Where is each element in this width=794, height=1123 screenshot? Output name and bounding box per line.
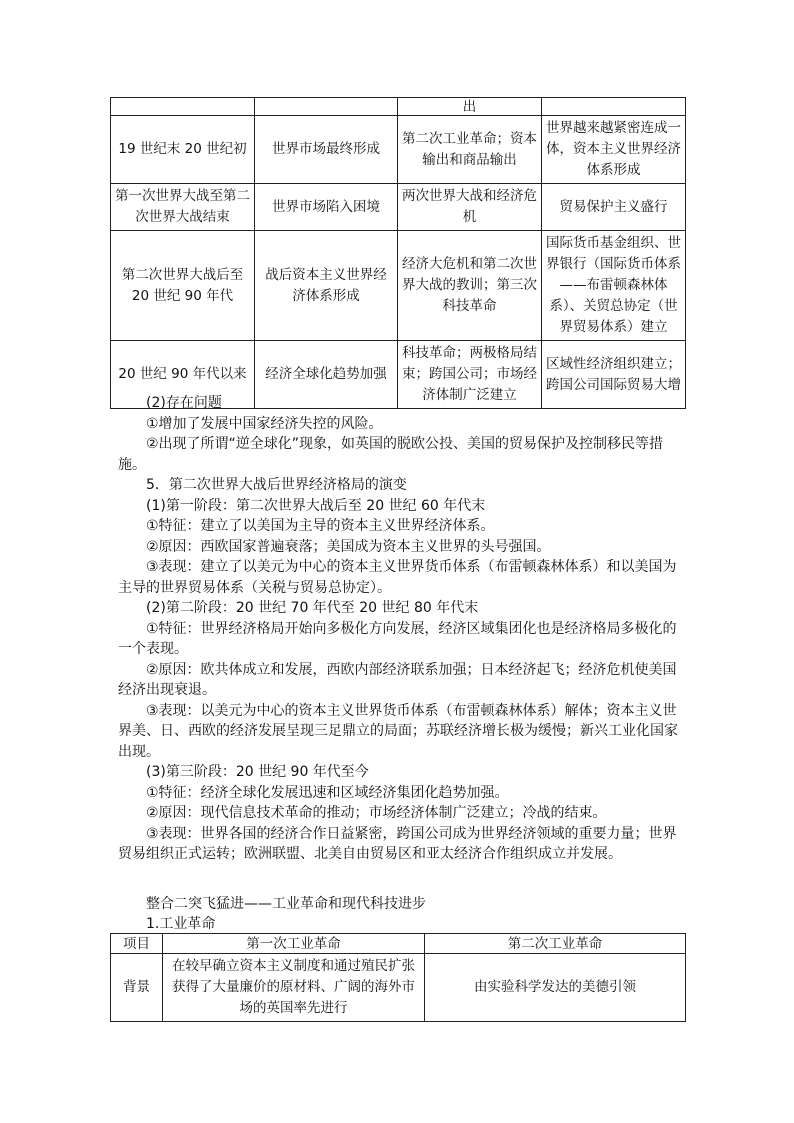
table-cell: 第二次工业革命；资本输出和商品输出 [398, 116, 542, 184]
industrial-revolution-table [110, 933, 686, 1022]
table-header-row [111, 934, 686, 954]
table-cell: 世界越来越紧密连成一体，资本主义世界经济体系形成 [542, 116, 686, 184]
table-cell: 20 世纪 90 年代以来 [111, 341, 255, 409]
paragraph: ③表现：建立了以美元为中心的资本主义世界货币体系（布雷顿森林体系）和以美国为主导的世界贸易体系（关税与贸易总协定）。 [118, 559, 677, 596]
table-cell: 贸易保护主义盛行 [542, 184, 686, 231]
world-market-table [110, 97, 686, 409]
paragraph: ②原因：西欧国家普遍衰落；美国成为资本主义世界的头号强国。 [146, 538, 551, 555]
table-cell: 由实验科学发达的美德引领 [425, 954, 686, 1022]
paragraph: (3)第三阶段：20 世纪 90 年代至今 [146, 764, 369, 780]
table-cell: 国际货币基金组织、世界银行（国际货币体系——布雷顿森林体系）、关贸总协定（世界贸易体系）建立 [542, 231, 686, 341]
paragraph: (2)第二阶段：20 世纪 70 年代至 20 世纪 80 年代末 [146, 600, 479, 616]
table-cell: 19 世纪末 20 世纪初 [111, 116, 255, 184]
section-title: 整合二突飞猛进——工业革命和现代科技进步 [146, 896, 426, 912]
table-cell: 第一次世界大战至第二次世界大战结束 [111, 184, 255, 231]
table-row [111, 954, 686, 1022]
table-cell [255, 98, 398, 116]
table-row [111, 116, 686, 184]
paragraph: ②原因：欧共体成立和发展，西欧内部经济联系加强；日本经济起飞；经济危机使美国经济出现衰退。 [118, 661, 677, 698]
table-cell: 世界市场最终形成 [255, 116, 398, 184]
table-cell: 战后资本主义世界经济体系形成 [255, 231, 398, 341]
table-row [111, 184, 686, 231]
table-cell: 两次世界大战和经济危机 [398, 184, 542, 231]
table-header-cell: 项目 [111, 934, 163, 954]
paragraph: (1)第一阶段：第二次世界大战后至 20 世纪 60 年代末 [146, 497, 486, 514]
paragraph: (2)存在问题 [146, 395, 222, 411]
paragraph: ①特征：世界经济格局开始向多极化方向发展，经济区域集团化也是经济格局多极化的一个表现。 [118, 620, 677, 657]
table-header-cell: 第二次工业革命 [425, 934, 686, 954]
table-cell: 背景 [111, 954, 163, 1022]
table-cell: 经济全球化趋势加强 [255, 341, 398, 409]
table-cell: 科技革命；两极格局结束；跨国公司；市场经济体制广泛建立 [398, 341, 542, 409]
paragraph: ①增加了发展中国家经济失控的风险。 [146, 415, 383, 432]
table-cell: 区域性经济组织建立；跨国公司国际贸易大增 [542, 341, 686, 409]
paragraph: ①特征：建立了以美国为主导的资本主义世界经济体系。 [146, 518, 495, 534]
paragraph: ③表现：世界各国的经济合作日益紧密，跨国公司成为世界经济领域的重要力量；世界贸易组织正式运转；欧洲联盟、北美自由贸易区和亚太经济合作组织成立并发展。 [118, 825, 677, 862]
table-cell: 第二次世界大战后至 20 世纪 90 年代 [111, 231, 255, 341]
body-text [118, 393, 686, 865]
paragraph: ③表现：以美元为中心的资本主义世界货币体系（布雷顿森林体系）解体；资本主义世界美、日、西欧的经济发展呈现三足鼎立的局面；苏联经济增长极为缓慢；新兴工业化国家出现。 [118, 702, 678, 760]
table-cell: 世界市场陷入困境 [255, 184, 398, 231]
table-row [111, 231, 686, 341]
table-cell [542, 98, 686, 116]
table-header-row [111, 98, 686, 116]
paragraph: ①特征：经济全球化发展迅速和区域经济集团化趋势加强。 [146, 784, 509, 801]
table-cell: 出 [398, 98, 542, 116]
table-cell: 在较早确立资本主义制度和通过殖民扩张获得了大量廉价的原材料、广阔的海外市场的英国率先进行 [163, 954, 425, 1022]
table-cell: 经济大危机和第二次世界大战的教训；第三次科技革命 [398, 231, 542, 341]
paragraph: ②原因：现代信息技术革命的推动；市场经济体制广泛建立；冷战的结束。 [146, 805, 607, 821]
paragraph: ②出现了所谓“逆全球化”现象，如英国的脱欧公投、美国的贸易保护及控制移民等措施。 [118, 436, 664, 473]
table-header-cell: 第一次工业革命 [163, 934, 425, 954]
section-subtitle: 1.工业革命 [146, 916, 216, 932]
paragraph: 5．第二次世界大战后世界经济格局的演变 [146, 477, 407, 493]
table-cell [111, 98, 255, 116]
